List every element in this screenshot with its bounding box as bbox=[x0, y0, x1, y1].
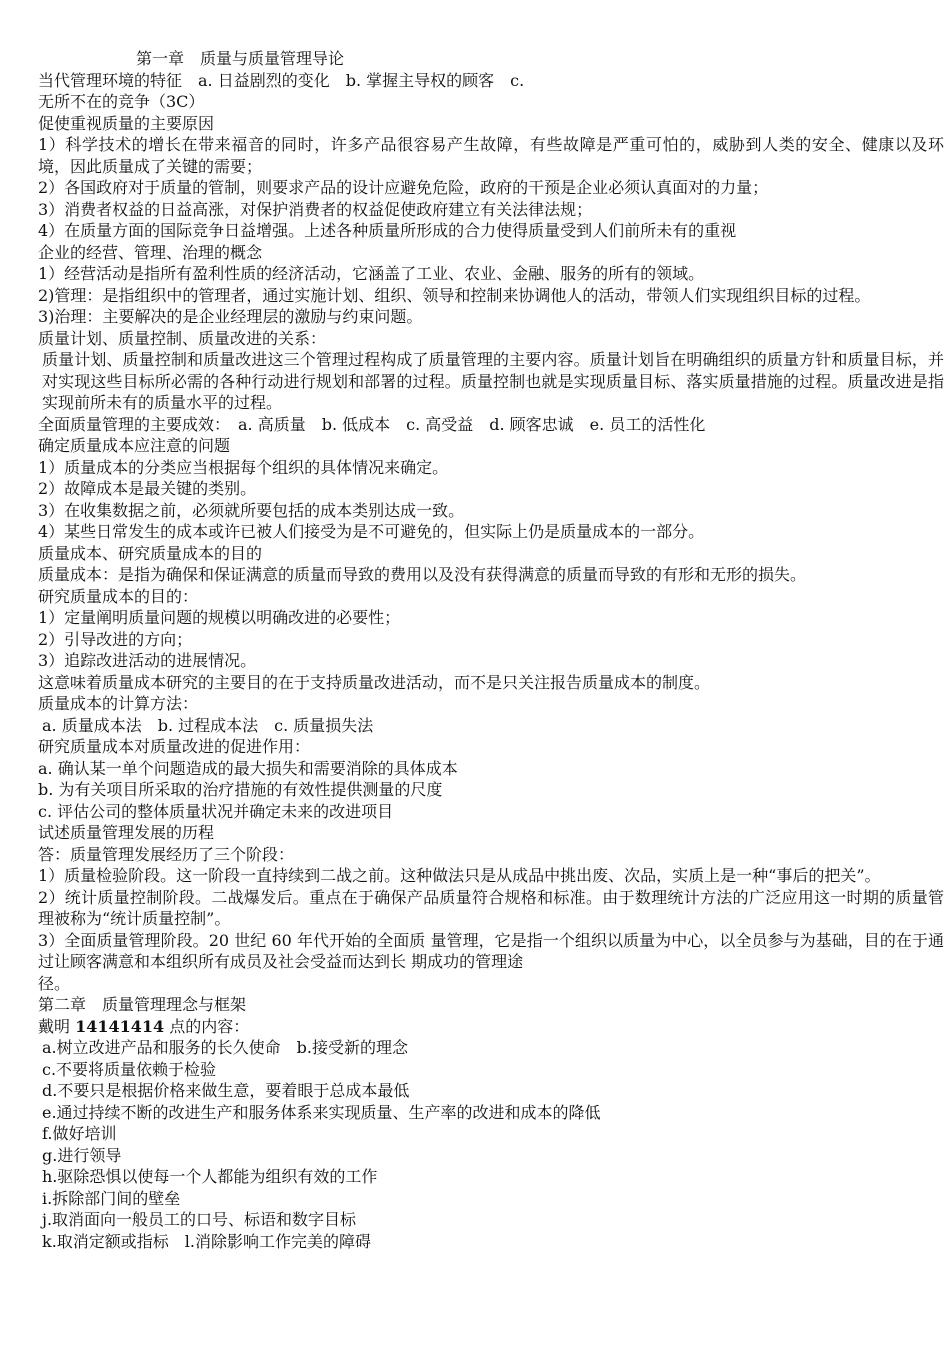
chapter-2-title: 第二章 质量管理理念与框架 bbox=[38, 995, 247, 1014]
deming-point-c: c.不要将质量依赖于检验 bbox=[42, 1059, 217, 1079]
promote-a: a. 确认某一单个问题造成的最大损失和需要消除的具体成本 bbox=[38, 758, 458, 778]
history-answer: 答：质量管理发展经历了三个阶段： bbox=[38, 844, 295, 864]
calc-heading: 质量成本的计算方法： bbox=[38, 694, 199, 713]
purpose-2: 2）引导改进的方向； bbox=[38, 629, 193, 649]
cost-issue-1: 1）质量成本的分类应当根据每个组织的具体情况来确定。 bbox=[38, 457, 449, 477]
deming-point-g: g.进行领导 bbox=[42, 1145, 122, 1165]
history-2: 2）统计质量控制阶段。二战爆发后。重点在于确保产品质量符合规格和标准。由于数理统计方法的广泛应用这一时期的质量管理被称为“统计质量控制”。 bbox=[38, 887, 944, 928]
chapter-1-title: 第一章 质量与质量管理导论 bbox=[136, 49, 345, 68]
reason-3: 3）消费者权益的日益高涨，对保护消费者的权益促使政府建立有关法律法规； bbox=[38, 199, 593, 219]
deming-point-a-b: a.树立改进产品和服务的长久使命 b.接受新的理念 bbox=[42, 1038, 408, 1057]
concept-1: 1）经营活动是指所有盈利性质的经济活动，它涵盖了工业、农业、金融、服务的所有的领域。 bbox=[38, 264, 705, 283]
deming-point-i: i.拆除部门间的壁垒 bbox=[42, 1188, 181, 1208]
tqm-results: 全面质量管理的主要成效： a. 高质量 b. 低成本 c. 高受益 d. 顾客忠诚 e. 员工的活性化 bbox=[38, 414, 706, 434]
calc-methods: a. 质量成本法 b. 过程成本法 c. 质量损失法 bbox=[42, 715, 374, 735]
cost-purpose-heading: 质量成本、研究质量成本的目的 bbox=[38, 543, 263, 563]
deming-number: 14141414 bbox=[75, 1016, 165, 1036]
cost-issue-4: 4）某些日常发生的成本或许已被人们接受为是不可避免的，但实际上仍是质量成本的一部分。 bbox=[38, 522, 705, 541]
concepts-heading: 企业的经营、管理、治理的概念 bbox=[38, 242, 263, 262]
deming-point-h: h.驱除恐惧以使每一个人都能为组织有效的工作 bbox=[42, 1167, 378, 1186]
cost-issues-heading: 确定质量成本应注意的问题 bbox=[38, 436, 231, 455]
concept-2: 2)管理：是指组织中的管理者，通过实施计划、组织、领导和控制来协调他人的活动，带领人们实现组织目标的过程。 bbox=[38, 285, 871, 305]
history-3-tail: 径。 bbox=[38, 973, 71, 993]
document-page bbox=[38, 48, 944, 1252]
deming-point-e: e.通过持续不断的改进生产和服务体系来实现质量、生产率的改进和成本的降低 bbox=[42, 1102, 601, 1122]
reason-2: 2）各国政府对于质量的管制，则要求产品的设计应避免危险，政府的干预是企业必须认真面对的力量； bbox=[38, 178, 769, 197]
history-1: 1）质量检验阶段。这一阶段一直持续到二战之前。这种做法只是从成品中挑出废、次品，实质上是一种“事后的把关”。 bbox=[38, 866, 881, 885]
promote-heading: 研究质量成本对质量改进的促进作用： bbox=[38, 737, 311, 756]
deming-point-d: d.不要只是根据价格来做生意，要着眼于总成本最低 bbox=[42, 1081, 410, 1100]
history-heading: 试述质量管理发展的历程 bbox=[38, 823, 215, 842]
deming-point-k-l: k.取消定额或指标 l.消除影响工作完美的障碍 bbox=[42, 1231, 371, 1251]
deming-suffix: 点的内容： bbox=[164, 1016, 250, 1036]
promote-b: b. 为有关项目所采取的治疗措施的有效性提供测量的尺度 bbox=[38, 780, 443, 799]
reasons-heading: 促使重视质量的主要原因 bbox=[38, 113, 215, 133]
promote-c: c. 评估公司的整体质量状况并确定未来的改进项目 bbox=[38, 801, 394, 821]
deming-point-j: j.取消面向一般员工的口号、标语和数字目标 bbox=[42, 1210, 357, 1229]
relation-body: 质量计划、质量控制和质量改进这三个管理过程构成了质量管理的主要内容。质量计划旨在明确组织的质量方针和质量目标，并对实现这些目标所必需的各种行动进行规划和部署的过程。质量控制也就是实现质量目标、落实质量措施的过程。质量改进是指实现前所未有的质量水平的过程。 bbox=[42, 350, 944, 412]
reason-4: 4）在质量方面的国际竞争日益增强。上述各种质量所形成的合力使得质量受到人们前所未有的重视 bbox=[38, 221, 737, 240]
purpose-3: 3）追踪改进活动的进展情况。 bbox=[38, 651, 257, 670]
cost-issue-2: 2）故障成本是最关键的类别。 bbox=[38, 479, 257, 498]
concept-3: 3)治理：主要解决的是企业经理层的激励与约束问题。 bbox=[38, 307, 423, 326]
relation-heading: 质量计划、质量控制、质量改进的关系： bbox=[38, 328, 327, 348]
deming-heading bbox=[38, 1016, 944, 1038]
reason-1: 1）科学技术的增长在带来福音的同时，许多产品很容易产生故障，有些故障是严重可怕的，威胁到人类的安全、健康以及环境，因此质量成了关键的需要； bbox=[38, 135, 944, 176]
deming-point-f: f.做好培训 bbox=[42, 1124, 117, 1143]
cost-definition: 质量成本：是指为确保和保证满意的质量而导致的费用以及没有获得满意的质量而导致的有形和无形的损失。 bbox=[38, 565, 807, 584]
deming-prefix: 戴明 bbox=[38, 1016, 76, 1036]
purpose-heading: 研究质量成本的目的： bbox=[38, 586, 199, 606]
history-3: 3）全面质量管理阶段。20 世纪 60 年代开始的全面质 量管理，它是指一个组织以质量为中心，以全员参与为基础，目的在于通过让顾客满意和本组织所有成员及社会受益而达到长 期成功的管理途 bbox=[38, 930, 944, 971]
management-environment-line-1: 当代管理环境的特征 a. 日益剧烈的变化 b. 掌握主导权的顾客 c. bbox=[38, 70, 525, 90]
purpose-1: 1）定量阐明质量问题的规模以明确改进的必要性； bbox=[38, 608, 401, 627]
cost-issue-3: 3）在收集数据之前，必须就所要包括的成本类别达成一致。 bbox=[38, 500, 465, 520]
purpose-summary: 这意味着质量成本研究的主要目的在于支持质量改进活动，而不是只关注报告质量成本的制度。 bbox=[38, 672, 711, 692]
management-environment-line-2: 无所不在的竞争（3C） bbox=[38, 92, 205, 111]
